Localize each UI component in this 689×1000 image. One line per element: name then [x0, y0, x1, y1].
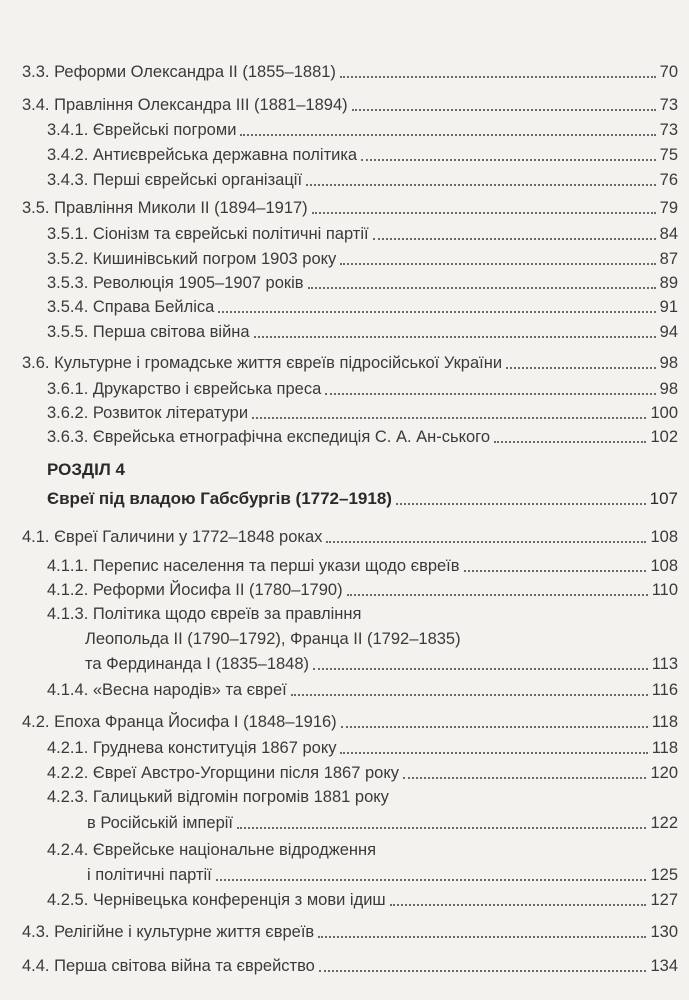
toc-entry[interactable]	[87, 812, 678, 834]
toc-entry-title: 3.4.3. Перші єврейські організації	[47, 171, 303, 189]
toc-entry-title: 3.3. Реформи Олександра II (1855–1881)	[22, 63, 336, 81]
toc-entry-title: 4.4. Перша світова війна та єврейство	[22, 957, 315, 975]
toc-entry-title: 3.4.1. Єврейські погроми	[47, 121, 237, 139]
toc-page-number: 79	[659, 199, 678, 217]
toc-page-number: 134	[650, 957, 678, 975]
toc-page-number: 94	[659, 323, 678, 341]
dot-leader	[506, 367, 656, 369]
dot-leader	[403, 777, 646, 779]
toc-entry-line[interactable]	[85, 628, 678, 650]
toc-entry[interactable]	[47, 579, 678, 601]
dot-leader	[464, 570, 647, 572]
dot-leader	[308, 287, 656, 289]
toc-page-number: 100	[650, 404, 678, 422]
toc-entry[interactable]	[47, 248, 678, 270]
chapter-label	[47, 459, 678, 481]
toc-entry-title: 3.5.4. Справа Бейліса	[47, 298, 215, 316]
toc-entry-title: 4.2.3. Галицький відгомін погромів 1881 року	[47, 788, 389, 806]
toc-entry-title: 4.2.5. Чернівецька конференція з мови ідиш	[47, 891, 386, 909]
toc-entry-title: 3.4.2. Антиєврейська державна політика	[47, 146, 358, 164]
toc-entry[interactable]	[47, 144, 678, 166]
dot-leader	[390, 904, 647, 906]
toc-entry-title: 4.1.4. «Весна народів» та євреї	[47, 681, 287, 699]
dot-leader	[326, 541, 646, 543]
dot-leader	[494, 441, 646, 443]
toc-entry[interactable]	[47, 378, 678, 400]
toc-entry-title: 4.2.1. Груднева конституція 1867 року	[47, 739, 337, 757]
toc-entry[interactable]	[22, 61, 678, 83]
dot-leader	[319, 970, 647, 972]
toc-page-number: 70	[659, 63, 678, 81]
toc-entry[interactable]	[47, 762, 678, 784]
toc-entry-title: 3.5.2. Кишинівський погром 1903 року	[47, 250, 337, 268]
toc-page-number: 122	[650, 814, 678, 832]
toc-entry-title: 3.6.2. Розвиток літератури	[47, 404, 249, 422]
toc-entry-title: 4.1.2. Реформи Йосифа II (1780–1790)	[47, 581, 343, 599]
toc-entry[interactable]	[47, 889, 678, 911]
toc-entry[interactable]	[47, 169, 678, 191]
toc-entry[interactable]	[22, 526, 678, 548]
toc-page-number: 98	[659, 354, 678, 372]
dot-leader	[361, 159, 656, 161]
toc-page-number: 76	[659, 171, 678, 189]
toc-entry-title: 3.5.1. Сіонізм та єврейські політичні партії	[47, 225, 369, 243]
toc-entry-title-continued: і політичні партії	[87, 866, 212, 884]
toc-entry[interactable]	[47, 272, 678, 294]
toc-entry-title: 3.6.1. Друкарство і єврейська преса	[47, 380, 322, 398]
toc-page-number: 91	[659, 298, 678, 316]
dot-leader	[318, 936, 646, 938]
chapter-title-entry[interactable]	[47, 488, 678, 510]
toc-entry-title-continued: Леопольда II (1790–1792), Франца II (1792–1835)	[85, 630, 461, 648]
dot-leader	[352, 109, 656, 111]
toc-page-number: 84	[659, 225, 678, 243]
toc-entry[interactable]	[47, 426, 678, 448]
toc-entry-line[interactable]	[47, 839, 678, 861]
toc-entry-title: 4.3. Релігійне і культурне життя євреїв	[22, 923, 315, 941]
toc-entry[interactable]	[47, 555, 678, 577]
toc-entry[interactable]	[47, 321, 678, 343]
toc-entry-title-continued: та Фердинанда I (1835–1848)	[85, 655, 310, 673]
dot-leader	[237, 827, 646, 829]
toc-page-number: 73	[659, 121, 678, 139]
toc-entry-line[interactable]	[47, 786, 678, 808]
toc-entry[interactable]	[47, 223, 678, 245]
toc-page-number: 75	[659, 146, 678, 164]
toc-page-number: 130	[650, 923, 678, 941]
dot-leader	[373, 238, 656, 240]
toc-page-number: 87	[659, 250, 678, 268]
toc-entry[interactable]	[22, 197, 678, 219]
toc-entry[interactable]	[47, 737, 678, 759]
toc-entry[interactable]	[85, 653, 678, 675]
dot-leader	[313, 668, 648, 670]
toc-page-number: 110	[651, 581, 678, 599]
toc-entry[interactable]	[87, 864, 678, 886]
toc-entry-title-continued: в Російській імперії	[87, 814, 234, 832]
toc-entry[interactable]	[22, 955, 678, 977]
toc-entry[interactable]	[22, 94, 678, 116]
dot-leader	[341, 726, 648, 728]
toc-page-number: 113	[651, 655, 678, 673]
toc-entry-title: 3.5.5. Перша світова війна	[47, 323, 250, 341]
toc-entry-title: 3.4. Правління Олександра III (1881–1894)	[22, 96, 348, 114]
toc-page-number: 118	[651, 713, 678, 731]
toc-entry-title: 4.2.4. Єврейське національне відродження	[47, 841, 377, 859]
toc-page-number: 107	[649, 489, 678, 508]
toc-entry[interactable]	[22, 921, 678, 943]
dot-leader	[216, 879, 647, 881]
toc-page-number: 108	[650, 528, 678, 546]
toc-page-number: 73	[659, 96, 678, 114]
dot-leader	[254, 336, 656, 338]
dot-leader	[325, 393, 655, 395]
toc-page-number: 118	[651, 739, 678, 757]
dot-leader	[347, 594, 648, 596]
toc-entry-title: 4.1.1. Перепис населення та перші укази щодо євреїв	[47, 557, 460, 575]
toc-entry[interactable]	[22, 352, 678, 374]
dot-leader	[306, 184, 656, 186]
toc-entry[interactable]	[47, 402, 678, 424]
toc-entry[interactable]	[47, 679, 678, 701]
toc-entry-title: 3.6. Культурне і громадське життя євреїв підросійської України	[22, 354, 503, 372]
dot-leader	[340, 263, 655, 265]
dot-leader	[340, 76, 656, 78]
dot-leader	[396, 503, 646, 505]
toc-entry-line[interactable]	[47, 603, 678, 625]
dot-leader	[252, 417, 646, 419]
toc-entry[interactable]	[47, 119, 678, 141]
chapter-label-text: РОЗДІЛ 4	[47, 460, 125, 479]
toc-entry-title: 3.5. Правління Миколи II (1894–1917)	[22, 199, 308, 217]
dot-leader	[291, 694, 648, 696]
toc-page-number: 89	[659, 274, 678, 292]
toc-entry-title: 4.2. Епоха Франца Йосифа I (1848–1916)	[22, 713, 337, 731]
dot-leader	[240, 134, 655, 136]
dot-leader	[340, 752, 647, 754]
toc-entry-title: 3.5.3. Революція 1905–1907 років	[47, 274, 304, 292]
toc-page-number: 98	[659, 380, 678, 398]
toc-page-number: 108	[650, 557, 678, 575]
toc-page-number: 127	[650, 891, 678, 909]
toc-page-number: 125	[650, 866, 678, 884]
toc-page-number: 116	[651, 681, 678, 699]
toc-page-number: 120	[650, 764, 678, 782]
toc-entry[interactable]	[22, 711, 678, 733]
toc-entry-title: 4.1.3. Політика щодо євреїв за правління	[47, 605, 362, 623]
toc-entry[interactable]	[47, 296, 678, 318]
toc-page-number: 102	[650, 428, 678, 446]
dot-leader	[218, 311, 655, 313]
toc-entry-title: 4.1. Євреї Галичини у 1772–1848 роках	[22, 528, 323, 546]
toc-entry-title: 4.2.2. Євреї Австро-Угорщини після 1867 року	[47, 764, 400, 782]
dot-leader	[312, 212, 656, 214]
toc-entry-title: 3.6.3. Єврейська етнографічна експедиція С. А. Ан-ського	[47, 428, 490, 446]
chapter-title: Євреї під владою Габсбургів (1772–1918)	[47, 489, 392, 508]
